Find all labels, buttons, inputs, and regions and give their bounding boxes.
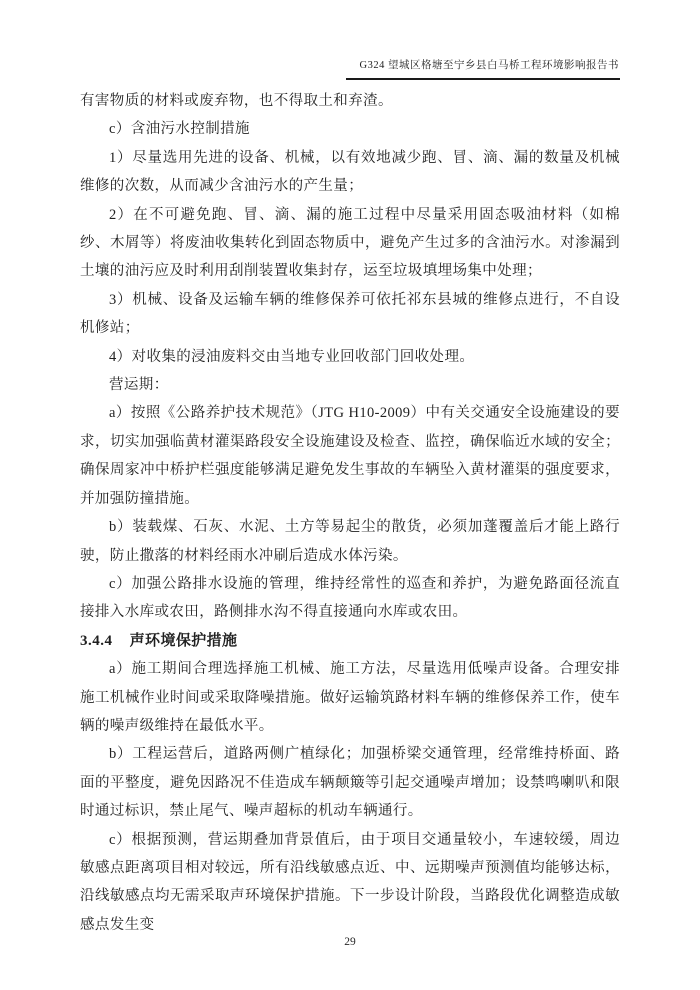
paragraph-item-4: 4）对收集的浸油废料交由当地专业回收部门回收处理。: [109, 348, 475, 365]
paragraph-oily-water-heading: c）含油污水控制措施: [109, 121, 250, 138]
section-heading-3-4-4: [80, 627, 620, 655]
paragraph-noise-c: c）根据预测，营运期叠加背景值后，由于项目交通量较小，车速较缓，周边敏感点距离项目相对较远，所有沿线敏感点近、中、远期噪声预测值均能够达标，沿线敏感点均无需采取声环境保护措施。下一步设计阶段，当路段优化调整造成敏感点发生变: [80, 831, 620, 933]
paragraph-item-1: 1）尽量选用先进的设备、机械，以有效地减少跑、冒、滴、漏的数量及机械维修的次数，从而减少含油污水的产生量；: [80, 149, 620, 195]
paragraph-item-3: 3）机械、设备及运输车辆的维修保养可依托祁东县城的维修点进行，不自设机修站；: [80, 291, 620, 337]
page-header: [80, 0, 620, 80]
paragraph-operation-b: b）装载煤、石灰、水泥、土方等易起尘的散货，必须加蓬覆盖后才能上路行驶，防止撒落的材料经雨水冲刷后造成水体污染。: [80, 519, 620, 564]
paragraph-continuation: 有害物质的材料或废弃物，也不得取土和弃渣。: [80, 93, 393, 109]
page-number: 29: [344, 936, 356, 948]
page-footer: [0, 932, 700, 950]
section-title: 声环境保护措施: [129, 632, 238, 649]
document-body: [80, 87, 620, 939]
paragraph-noise-b: b）工程运营后，道路两侧广植绿化；加强桥梁交通管理，经常维持桥面、路面的平整度，避免因路况不佳造成车辆颠簸等引起交通噪声增加；设禁鸣喇叭和限时通过标识，禁止尾气、噪声超标的机动车辆通行。: [80, 746, 620, 820]
paragraph-operation-a: a）按照《公路养护技术规范》（JTG H10-2009）中有关交通安全设施建设的要求，切实加强临黄材灌渠路段安全设施建设及检查、监控，确保临近水域的安全；确保周家冲中桥护栏强度能够满足避免发生事故的车辆坠入黄材灌渠的强度要求，并加强防撞措施。: [80, 405, 620, 507]
paragraph-operation-period: 营运期：: [109, 377, 169, 394]
section-number: 3.4.4: [80, 632, 113, 649]
paragraph-operation-c: c）加强公路排水设施的管理，维持经常性的巡查和养护，为避免路面径流直接排入水库或农田，路侧排水沟不得直接通向水库或农田。: [80, 575, 620, 621]
running-header-title: G324 望城区格塘至宁乡县白马桥工程环境影响报告书: [346, 59, 620, 80]
paragraph-item-2: 2）在不可避免跑、冒、滴、漏的施工过程中尽量采用固态吸油材料（如棉纱、木屑等）将废油收集转化到固态物质中，避免产生过多的含油污水。对渗漏到土壤的油污应及时利用刮削装置收集封存，运至垃圾填埋场集中处理；: [80, 206, 620, 280]
paragraph-noise-a: a）施工期间合理选择施工机械、施工方法，尽量选用低噪声设备。合理安排施工机械作业时间或采取降噪措施。做好运输筑路材料车辆的维修保养工作，使车辆的噪声级维持在最低水平。: [80, 661, 620, 734]
